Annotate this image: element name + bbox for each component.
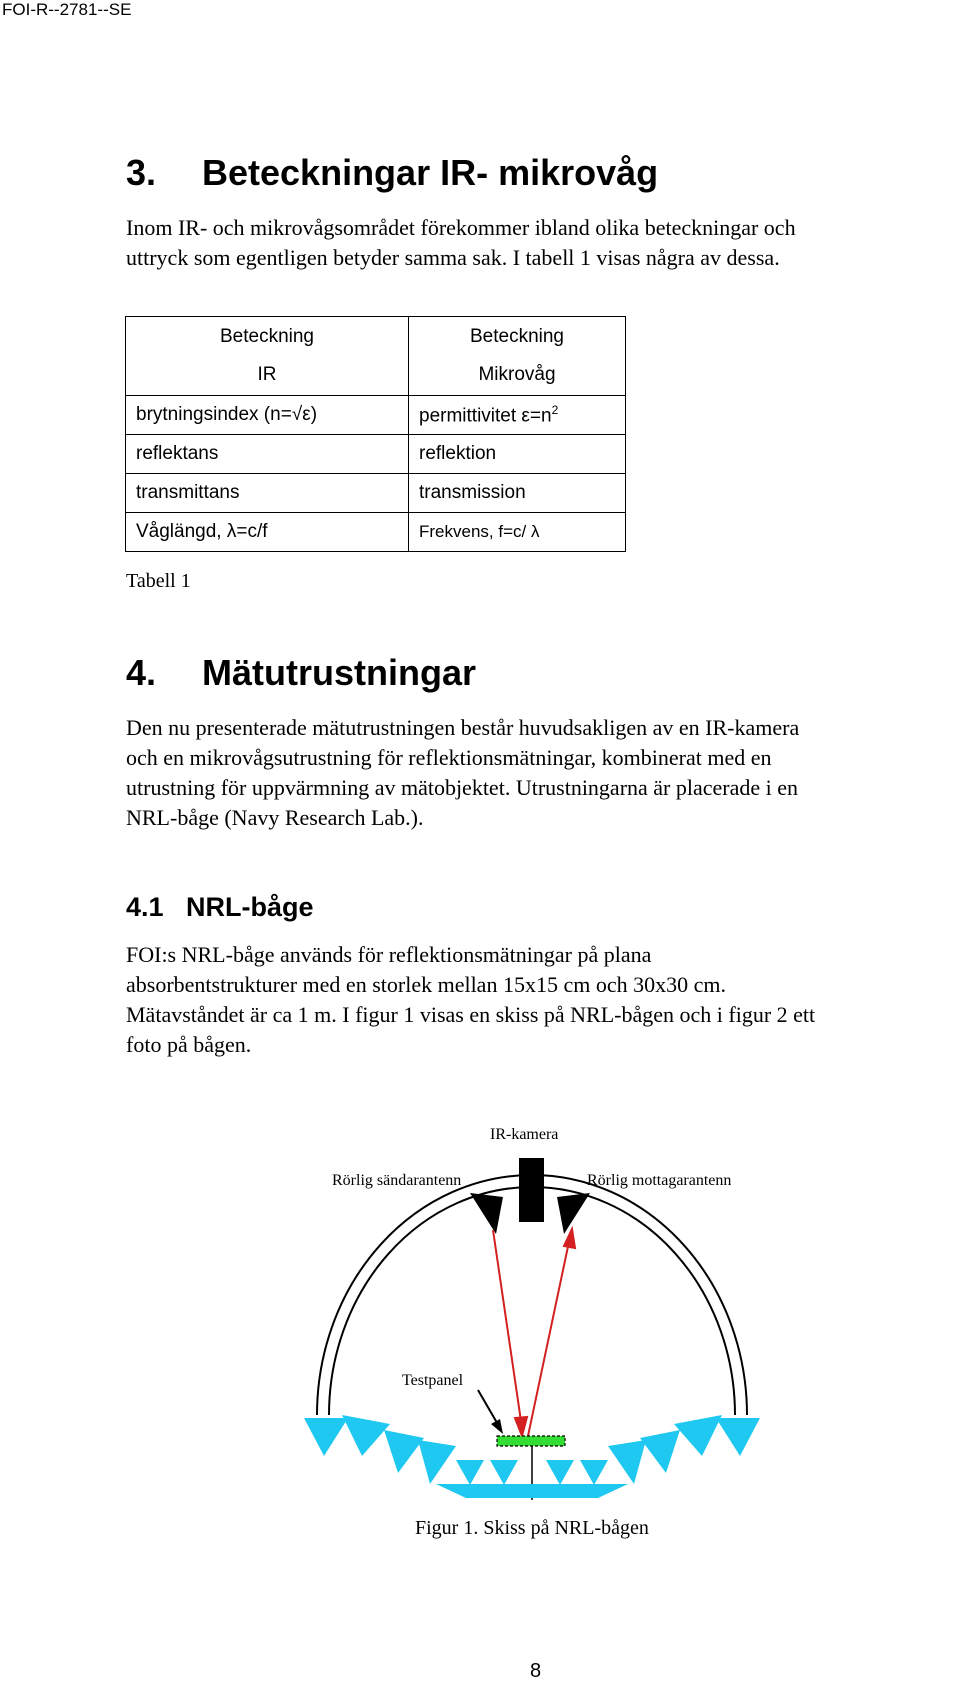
paragraph-line: NRL-båge (Navy Research Lab.). xyxy=(126,805,424,830)
reflected-beam xyxy=(528,1237,570,1436)
incident-beam xyxy=(493,1230,522,1428)
ir-camera-shape xyxy=(519,1158,544,1222)
paragraph-line: Mätavståndet är ca 1 m. I figur 1 visas en skiss på NRL-bågen och i figur 2 ett xyxy=(126,1002,816,1027)
cell-text: brytningsindex (n= xyxy=(136,404,292,425)
lambda-symbol: λ xyxy=(530,522,540,541)
table-row xyxy=(126,435,626,474)
reflected-beam-arrowhead xyxy=(564,1229,575,1248)
paragraph-line: och en mikrovågsutrustning för reflektionsmätningar, kombinerat med en xyxy=(126,745,772,770)
section-4-heading xyxy=(126,652,476,694)
incident-beam-arrowhead xyxy=(515,1417,527,1436)
receive-antenna-label: Rörlig mottagarantenn xyxy=(587,1172,732,1189)
section-4-title: Mätutrustningar xyxy=(202,652,476,693)
absorber-cone xyxy=(608,1440,646,1484)
figure-caption: Figur 1. Skiss på NRL-bågen xyxy=(415,1517,649,1539)
absorber-cone xyxy=(640,1430,680,1473)
section-3-paragraph xyxy=(126,213,960,273)
section-3-title: Beteckningar IR- mikrovåg xyxy=(202,152,659,193)
section-4-1-number: 4.1 xyxy=(126,892,164,922)
cell-text: Våglängd, xyxy=(136,521,227,542)
table-header-microwave xyxy=(409,317,626,396)
paragraph-line: uttryck som egentligen betyder samma sak. I tabell 1 visas några av dessa. xyxy=(126,245,780,270)
section-3-heading xyxy=(126,152,658,194)
test-panel-shape xyxy=(497,1436,565,1446)
ir-camera-label: IR-kamera xyxy=(490,1126,559,1143)
table-row xyxy=(126,474,626,513)
section-4-1-paragraph xyxy=(126,940,960,1060)
header-mw-line: Beteckning xyxy=(469,326,564,347)
cell-text: permittivitet xyxy=(419,405,522,427)
lambda-symbol: λ xyxy=(226,521,237,542)
receive-antenna-shape xyxy=(557,1193,590,1234)
table-cell-ir xyxy=(126,513,409,552)
page-number: 8 xyxy=(530,1660,542,1682)
testpanel-pointer-arrowhead xyxy=(491,1419,503,1434)
section-4-paragraph xyxy=(126,713,960,833)
table-cell-microwave: reflektion xyxy=(409,435,626,474)
header-mw-line: Mikrovåg xyxy=(478,364,556,385)
transmit-antenna-label: Rörlig sändarantenn xyxy=(332,1172,462,1189)
table-row xyxy=(126,513,626,552)
absorber-cone xyxy=(456,1460,484,1485)
cell-text: Frekvens, f=c/ xyxy=(419,522,531,541)
notation-table xyxy=(125,316,626,552)
table-cell-ir: reflektans xyxy=(126,435,409,474)
section-3-number: 3. xyxy=(126,152,157,193)
absorber-cone xyxy=(490,1460,518,1485)
table-cell-microwave: transmission xyxy=(409,474,626,513)
absorber-cone xyxy=(384,1430,424,1473)
document-id: FOI-R--2781--SE xyxy=(2,0,132,19)
section-4-number: 4. xyxy=(126,652,157,693)
absorber-cone xyxy=(418,1440,456,1484)
paragraph-line: utrustning för uppvärmning av mätobjektet. Utrustningarna är placerade i en xyxy=(126,775,799,800)
paragraph-line: FOI:s NRL-båge används för reflektionsmätningar på plana xyxy=(126,942,652,967)
nrl-arch-diagram xyxy=(0,1110,960,1500)
table-header-row xyxy=(126,317,626,396)
absorber-cone xyxy=(580,1460,608,1485)
section-4-1-title: NRL-båge xyxy=(186,892,314,922)
header-ir-line: IR xyxy=(257,364,277,385)
cell-text: =n xyxy=(529,405,552,427)
absorber-cone xyxy=(716,1418,760,1456)
paragraph-line: Inom IR- och mikrovågsområdet förekommer ibland olika beteckningar och xyxy=(126,215,796,240)
superscript: 2 xyxy=(551,402,559,417)
testpanel-label: Testpanel xyxy=(402,1372,464,1389)
table-cell-ir xyxy=(126,396,409,435)
beam-paths xyxy=(493,1229,575,1436)
table-header-ir xyxy=(126,317,409,396)
table-caption: Tabell 1 xyxy=(126,570,191,592)
absorber-cone xyxy=(674,1415,722,1456)
paragraph-line: Den nu presenterade mätutrustningen består huvudsakligen av en IR-kamera xyxy=(126,715,800,740)
absorber-cone xyxy=(304,1418,348,1456)
table-row xyxy=(126,396,626,435)
sqrt-epsilon-symbol: √ε xyxy=(291,404,311,425)
paragraph-line: absorbentstrukturer med en storlek mellan 15x15 cm och 30x30 cm. xyxy=(126,972,726,997)
table-cell-microwave xyxy=(409,396,626,435)
header-ir-line: Beteckning xyxy=(219,326,314,347)
absorber-cone xyxy=(546,1460,574,1485)
cell-text: =c/f xyxy=(236,521,268,542)
paragraph-line: foto på bågen. xyxy=(126,1032,252,1057)
cell-text: ) xyxy=(310,404,318,425)
absorber-base xyxy=(436,1484,628,1498)
table-cell-ir: transmittans xyxy=(126,474,409,513)
table-cell-microwave xyxy=(409,513,626,552)
epsilon-symbol: ε xyxy=(521,405,530,427)
transmit-antenna-shape xyxy=(470,1193,503,1234)
absorber-cone xyxy=(342,1415,390,1456)
section-4-1-heading xyxy=(126,892,314,923)
